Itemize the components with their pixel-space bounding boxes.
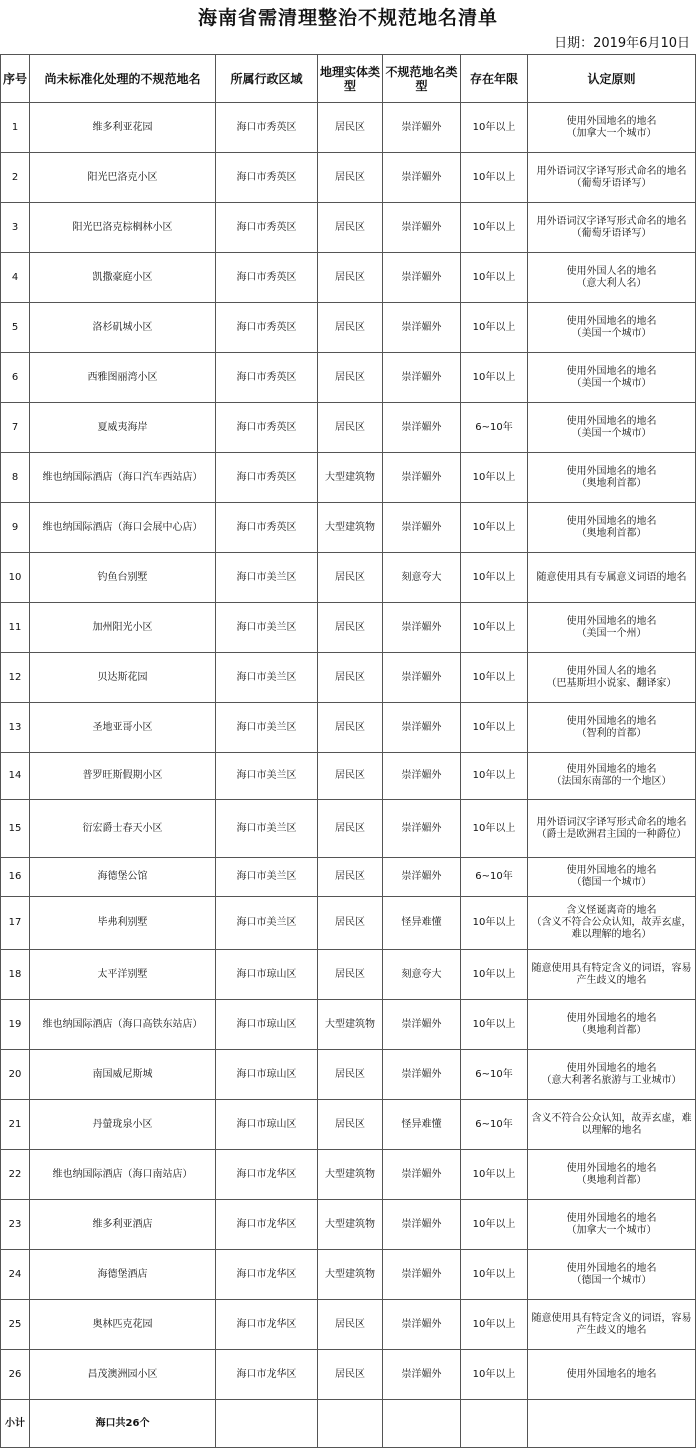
cell-name: 夏威夷海岸 — [30, 403, 216, 453]
cell-seq: 19 — [1, 1000, 30, 1050]
cell-name: 圣地亚哥小区 — [30, 703, 216, 753]
cell-region: 海口市秀英区 — [216, 353, 318, 403]
cell-name: 维也纳国际酒店（海口会展中心店） — [30, 503, 216, 553]
cell-years: 10年以上 — [461, 353, 528, 403]
cell-years: 10年以上 — [461, 603, 528, 653]
cell-name: 丹螢珑泉小区 — [30, 1100, 216, 1150]
cell-seq: 8 — [1, 453, 30, 503]
cell-principle: 使用外国地名的地名 （德国一个城市） — [528, 1250, 696, 1300]
cell-seq: 4 — [1, 253, 30, 303]
cell-category: 崇洋媚外 — [383, 1150, 461, 1200]
cell-seq: 13 — [1, 703, 30, 753]
cell-principle: 随意使用具有专属意义词语的地名 — [528, 553, 696, 603]
table-row — [1, 1000, 696, 1050]
header-years: 存在年限 — [461, 55, 528, 103]
cell-entity: 大型建筑物 — [318, 503, 383, 553]
cell-seq: 25 — [1, 1300, 30, 1350]
header-name: 尚未标准化处理的不规范地名 — [30, 55, 216, 103]
cell-name: 钓鱼台别墅 — [30, 553, 216, 603]
cell-years: 6~10年 — [461, 858, 528, 897]
cell-seq: 10 — [1, 553, 30, 603]
header-entity: 地理实体类型 — [318, 55, 383, 103]
cell-seq: 11 — [1, 603, 30, 653]
table-row — [1, 1050, 696, 1100]
cell-entity: 居民区 — [318, 203, 383, 253]
cell-region: 海口市美兰区 — [216, 753, 318, 800]
cell-entity: 居民区 — [318, 553, 383, 603]
cell-category: 崇洋媚外 — [383, 1300, 461, 1350]
cell-category: 崇洋媚外 — [383, 153, 461, 203]
cell-entity: 居民区 — [318, 253, 383, 303]
cell-years: 6~10年 — [461, 1050, 528, 1100]
cell-name: 阳光巴洛克小区 — [30, 153, 216, 203]
cell-seq: 14 — [1, 753, 30, 800]
cell-entity: 大型建筑物 — [318, 1250, 383, 1300]
header-principle: 认定原则 — [528, 55, 696, 103]
cell-entity: 大型建筑物 — [318, 1150, 383, 1200]
cell-years: 10年以上 — [461, 453, 528, 503]
table-row — [1, 1200, 696, 1250]
date-label: 日期：2019年6月10日 — [554, 36, 690, 51]
cell-name: 昌茂澳洲园小区 — [30, 1350, 216, 1400]
cell-entity: 居民区 — [318, 653, 383, 703]
cell-category: 崇洋媚外 — [383, 353, 461, 403]
cell-years: 10年以上 — [461, 1250, 528, 1300]
cell-years: 10年以上 — [461, 503, 528, 553]
cell-principle: 使用外国地名的地名 （意大利著名旅游与工业城市） — [528, 1050, 696, 1100]
cell-name: 海德堡酒店 — [30, 1250, 216, 1300]
table-row — [1, 1100, 696, 1150]
header-seq: 序号 — [1, 55, 30, 103]
cell-name: 普罗旺斯假期小区 — [30, 753, 216, 800]
cell-years: 10年以上 — [461, 553, 528, 603]
cell-years: 10年以上 — [461, 153, 528, 203]
cell-region: 海口市美兰区 — [216, 703, 318, 753]
cell-entity: 居民区 — [318, 858, 383, 897]
table-row — [1, 203, 696, 253]
cell-years: 10年以上 — [461, 653, 528, 703]
cell-name: 洛杉矶城小区 — [30, 303, 216, 353]
cell-entity: 大型建筑物 — [318, 453, 383, 503]
cell-name: 维也纳国际酒店（海口南站店） — [30, 1150, 216, 1200]
page-title: 海南省需清理整治不规范地名清单 — [197, 7, 498, 29]
cell-region: 海口市琼山区 — [216, 1050, 318, 1100]
cell-principle: 用外语词汉字译写形式命名的地名 （爵士是欧洲君主国的一种爵位） — [528, 800, 696, 858]
total-label: 小计 — [1, 1400, 30, 1448]
cell-category: 崇洋媚外 — [383, 103, 461, 153]
cell-seq: 21 — [1, 1100, 30, 1150]
cell-region: 海口市琼山区 — [216, 1100, 318, 1150]
cell-years: 10年以上 — [461, 103, 528, 153]
cell-entity: 居民区 — [318, 303, 383, 353]
cell-seq: 6 — [1, 353, 30, 403]
cell-seq: 2 — [1, 153, 30, 203]
cell-principle: 使用外国地名的地名 （美国一个城市） — [528, 353, 696, 403]
cell-seq: 1 — [1, 103, 30, 153]
cell-principle: 随意使用具有特定含义的词语，容易产生歧义的地名 — [528, 950, 696, 1000]
cell-years: 10年以上 — [461, 1150, 528, 1200]
cell-principle: 使用外国人名的地名 （巴基斯坦小说家、翻译家） — [528, 653, 696, 703]
cell-entity: 居民区 — [318, 1300, 383, 1350]
cell-category: 刻意夸大 — [383, 950, 461, 1000]
cell-entity: 居民区 — [318, 1350, 383, 1400]
cell-years: 10年以上 — [461, 897, 528, 950]
cell-region: 海口市琼山区 — [216, 950, 318, 1000]
cell-entity: 居民区 — [318, 153, 383, 203]
cell-principle: 使用外国地名的地名 （奥地利首都） — [528, 1000, 696, 1050]
cell-principle: 使用外国地名的地名 （美国一个州） — [528, 603, 696, 653]
cell-category: 崇洋媚外 — [383, 1000, 461, 1050]
cell-entity: 居民区 — [318, 703, 383, 753]
table-row — [1, 103, 696, 153]
cell-seq: 24 — [1, 1250, 30, 1300]
cell-category: 崇洋媚外 — [383, 453, 461, 503]
cell-category: 崇洋媚外 — [383, 253, 461, 303]
cell-category: 崇洋媚外 — [383, 753, 461, 800]
cell-years: 10年以上 — [461, 203, 528, 253]
place-name-table — [0, 54, 696, 1448]
cell-name: 奥林匹克花园 — [30, 1300, 216, 1350]
cell-seq: 9 — [1, 503, 30, 553]
cell-entity: 居民区 — [318, 897, 383, 950]
header-row — [1, 55, 696, 103]
cell-entity: 居民区 — [318, 950, 383, 1000]
cell-name: 维也纳国际酒店（海口汽车西站店） — [30, 453, 216, 503]
cell-category: 怪异难懂 — [383, 1100, 461, 1150]
cell-years: 10年以上 — [461, 950, 528, 1000]
cell-principle: 使用外国地名的地名 （美国一个城市） — [528, 303, 696, 353]
cell-principle: 使用外国地名的地名 （奥地利首都） — [528, 503, 696, 553]
table-row — [1, 603, 696, 653]
cell-category: 刻意夸大 — [383, 553, 461, 603]
cell-entity: 居民区 — [318, 1050, 383, 1100]
cell-principle: 使用外国地名的地名 （奥地利首都） — [528, 1150, 696, 1200]
cell-seq: 16 — [1, 858, 30, 897]
table-row — [1, 1300, 696, 1350]
cell-region: 海口市龙华区 — [216, 1250, 318, 1300]
cell-category: 崇洋媚外 — [383, 503, 461, 553]
cell-years: 6~10年 — [461, 1100, 528, 1150]
table-row — [1, 253, 696, 303]
cell-entity: 大型建筑物 — [318, 1200, 383, 1250]
table-row — [1, 553, 696, 603]
cell-region: 海口市美兰区 — [216, 653, 318, 703]
cell-category: 崇洋媚外 — [383, 1050, 461, 1100]
cell-years: 10年以上 — [461, 1350, 528, 1400]
cell-name: 维多利亚花园 — [30, 103, 216, 153]
cell-region: 海口市秀英区 — [216, 453, 318, 503]
table-row — [1, 950, 696, 1000]
table-row — [1, 303, 696, 353]
header-region: 所属行政区域 — [216, 55, 318, 103]
cell-name: 贝达斯花园 — [30, 653, 216, 703]
cell-category: 崇洋媚外 — [383, 203, 461, 253]
cell-category: 崇洋媚外 — [383, 858, 461, 897]
cell-category: 怪异难懂 — [383, 897, 461, 950]
cell-entity: 居民区 — [318, 753, 383, 800]
table-row — [1, 800, 696, 858]
cell-entity: 居民区 — [318, 103, 383, 153]
cell-seq: 20 — [1, 1050, 30, 1100]
cell-name: 加州阳光小区 — [30, 603, 216, 653]
cell-principle: 使用外国地名的地名 （奥地利首都） — [528, 453, 696, 503]
cell-name: 凯撒豪庭小区 — [30, 253, 216, 303]
cell-principle: 使用外国人名的地名 （意大利人名） — [528, 253, 696, 303]
cell-region: 海口市秀英区 — [216, 253, 318, 303]
cell-name: 西雅图丽湾小区 — [30, 353, 216, 403]
table-row — [1, 753, 696, 800]
cell-years: 10年以上 — [461, 1000, 528, 1050]
cell-principle: 用外语词汉字译写形式命名的地名（葡萄牙语译写） — [528, 203, 696, 253]
cell-region: 海口市秀英区 — [216, 503, 318, 553]
cell-principle: 含义怪诞离奇的地名 （含义不符合公众认知，故弄玄虚，难以理解的地名） — [528, 897, 696, 950]
cell-seq: 15 — [1, 800, 30, 858]
cell-region: 海口市美兰区 — [216, 897, 318, 950]
cell-principle: 使用外国地名的地名 （加拿大一个城市） — [528, 103, 696, 153]
cell-seq: 3 — [1, 203, 30, 253]
cell-principle: 使用外国地名的地名 （美国一个城市） — [528, 403, 696, 453]
cell-seq: 18 — [1, 950, 30, 1000]
cell-region: 海口市秀英区 — [216, 203, 318, 253]
cell-principle: 随意使用具有特定含义的词语，容易产生歧义的地名 — [528, 1300, 696, 1350]
table-row — [1, 1150, 696, 1200]
cell-category: 崇洋媚外 — [383, 703, 461, 753]
cell-entity: 大型建筑物 — [318, 1000, 383, 1050]
total-row — [1, 1400, 696, 1448]
cell-entity: 居民区 — [318, 353, 383, 403]
cell-region: 海口市龙华区 — [216, 1200, 318, 1250]
cell-principle: 使用外国地名的地名 — [528, 1350, 696, 1400]
table-row — [1, 503, 696, 553]
cell-years: 6~10年 — [461, 403, 528, 453]
cell-category: 崇洋媚外 — [383, 603, 461, 653]
total-value: 海口共26个 — [30, 1400, 216, 1448]
header-category: 不规范地名类型 — [383, 55, 461, 103]
cell-years: 10年以上 — [461, 753, 528, 800]
cell-region: 海口市美兰区 — [216, 553, 318, 603]
cell-region: 海口市龙华区 — [216, 1350, 318, 1400]
cell-region: 海口市秀英区 — [216, 103, 318, 153]
table-row — [1, 858, 696, 897]
cell-years: 10年以上 — [461, 1300, 528, 1350]
cell-principle: 使用外国地名的地名 （德国一个城市） — [528, 858, 696, 897]
cell-name: 维也纳国际酒店（海口高铁东站店） — [30, 1000, 216, 1050]
cell-entity: 居民区 — [318, 403, 383, 453]
cell-entity: 居民区 — [318, 1100, 383, 1150]
table-row — [1, 453, 696, 503]
cell-category: 崇洋媚外 — [383, 653, 461, 703]
cell-seq: 7 — [1, 403, 30, 453]
cell-category: 崇洋媚外 — [383, 403, 461, 453]
cell-seq: 17 — [1, 897, 30, 950]
cell-name: 阳光巴洛克棕榈林小区 — [30, 203, 216, 253]
cell-years: 10年以上 — [461, 303, 528, 353]
table-row — [1, 653, 696, 703]
cell-name: 太平洋别墅 — [30, 950, 216, 1000]
cell-seq: 5 — [1, 303, 30, 353]
cell-region: 海口市秀英区 — [216, 303, 318, 353]
cell-category: 崇洋媚外 — [383, 800, 461, 858]
cell-name: 毕弗利别墅 — [30, 897, 216, 950]
cell-years: 10年以上 — [461, 703, 528, 753]
cell-region: 海口市秀英区 — [216, 403, 318, 453]
cell-entity: 居民区 — [318, 800, 383, 858]
cell-region: 海口市琼山区 — [216, 1000, 318, 1050]
cell-category: 崇洋媚外 — [383, 1350, 461, 1400]
cell-seq: 23 — [1, 1200, 30, 1250]
cell-category: 崇洋媚外 — [383, 1200, 461, 1250]
cell-seq: 22 — [1, 1150, 30, 1200]
cell-category: 崇洋媚外 — [383, 303, 461, 353]
cell-principle: 使用外国地名的地名 （智利的首都） — [528, 703, 696, 753]
table-row — [1, 353, 696, 403]
table-row — [1, 703, 696, 753]
cell-seq: 12 — [1, 653, 30, 703]
table-row — [1, 153, 696, 203]
table-row — [1, 1350, 696, 1400]
cell-region: 海口市秀英区 — [216, 153, 318, 203]
table-row — [1, 403, 696, 453]
cell-years: 10年以上 — [461, 253, 528, 303]
cell-years: 10年以上 — [461, 1200, 528, 1250]
cell-region: 海口市美兰区 — [216, 603, 318, 653]
cell-name: 海德堡公馆 — [30, 858, 216, 897]
cell-principle: 用外语词汉字译写形式命名的地名（葡萄牙语译写） — [528, 153, 696, 203]
table-row — [1, 897, 696, 950]
cell-principle: 使用外国地名的地名 （加拿大一个城市） — [528, 1200, 696, 1250]
cell-name: 南国威尼斯城 — [30, 1050, 216, 1100]
cell-name: 衍宏爵士春天小区 — [30, 800, 216, 858]
table-row — [1, 1250, 696, 1300]
cell-name: 维多利亚酒店 — [30, 1200, 216, 1250]
cell-entity: 居民区 — [318, 603, 383, 653]
cell-region: 海口市美兰区 — [216, 800, 318, 858]
cell-seq: 26 — [1, 1350, 30, 1400]
cell-years: 10年以上 — [461, 800, 528, 858]
cell-region: 海口市龙华区 — [216, 1300, 318, 1350]
cell-principle: 含义不符合公众认知，故弄玄虚，难以理解的地名 — [528, 1100, 696, 1150]
cell-region: 海口市龙华区 — [216, 1150, 318, 1200]
cell-region: 海口市美兰区 — [216, 858, 318, 897]
cell-principle: 使用外国地名的地名 （法国东南部的一个地区） — [528, 753, 696, 800]
cell-category: 崇洋媚外 — [383, 1250, 461, 1300]
